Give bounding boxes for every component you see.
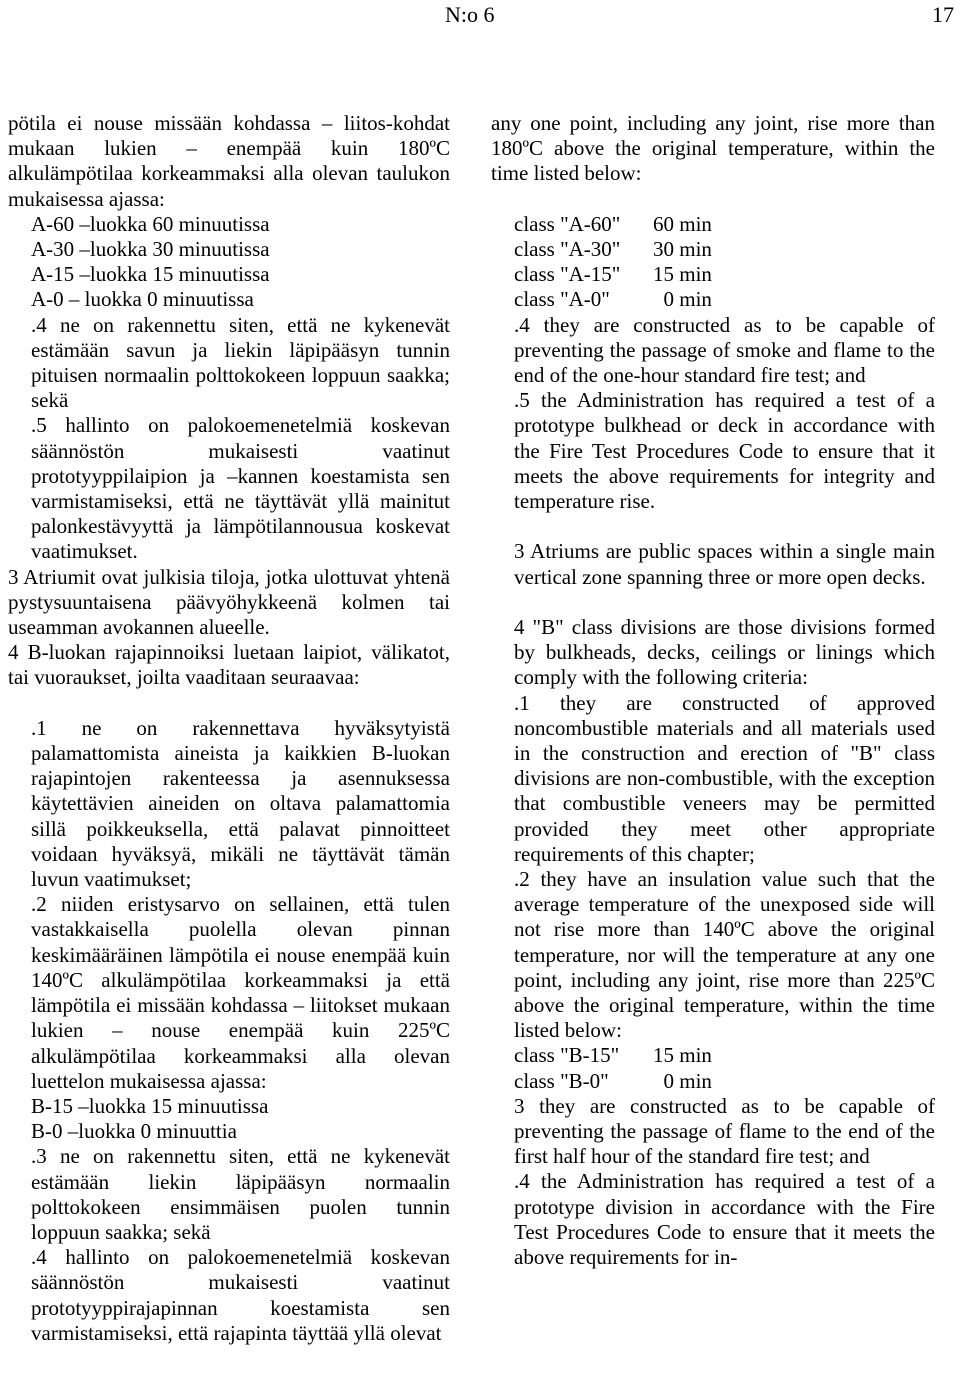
section-number: N:o 6 (445, 2, 495, 27)
class-a-60-line: A-60 –luokka 60 minuutissa (31, 211, 270, 236)
class-b-0-line (491, 1069, 935, 1094)
class-value: 30 min (653, 237, 712, 261)
class-label: class "A-30" (514, 237, 621, 261)
class-b-15-line (491, 1043, 935, 1068)
finnish-column (8, 111, 450, 1346)
paragraph-4: 4 B-luokan rajapinnoiksi luetaan laipiot, välikatot, tai vuoraukset, joilta vaaditaan seuraavaa: (8, 640, 450, 690)
paragraph-b3: 3 they are constructed as to be capable of preventing the passage of flame to the end of the first half hour of the standard fire test; and (514, 1093, 935, 1169)
class-a-15-line (491, 262, 935, 287)
paragraph-3: 3 Atriumit ovat julkisia tiloja, jotka ulottuvat yhtenä pystysuuntaisena päävyöhykkeenä kolmen tai useamman avokannen alueelle. (8, 564, 450, 640)
class-label: class "A-60" (514, 211, 621, 236)
spacer (491, 514, 935, 539)
spacer (8, 691, 450, 716)
class-a-0-line: A-0 – luokka 0 minuutissa (31, 287, 254, 312)
class-label: class "B-0" (514, 1068, 609, 1093)
class-a-0-line (491, 287, 935, 312)
paragraph-b2: .2 niiden eristysarvo on sellainen, että tulen vastakkaisella puolella olevan pinnan keskimääräinen lämpötila ei nouse enempää kuin 140ºC alkulämpötilaa korkeammaksi ja että lämpötila ei missään kohdassa – liitokset mukaan lukien – nouse enempää kuin 225ºC alkulämpötilaa korkeammaksi alla olevan luettelon mukaisessa ajassa: (31, 892, 450, 1093)
paragraph-b4: .4 hallinto on palokoemenetelmiä koskevan säännöstön mukaisesti vaatinut prototyyppirajapinnan koestamista sen varmistamiseksi, että rajapinta täyttää yllä olevat (31, 1245, 450, 1345)
paragraph-a5: .5 hallinto on palokoemenetelmiä koskevan säännöstön mukaisesti vaatinut prototyyppilaipion ja –kannen koestamista sen varmistamiseksi, että ne täyttävät yllä mainitut palonkestävyyttä ja lämpötilannousua koskevat vaatimukset. (31, 413, 450, 564)
class-value: 60 min (653, 211, 712, 236)
paragraph-a4: .4 they are constructed as to be capable of preventing the passage of smoke and flame to the end of the one-hour standard fire test; and (514, 312, 935, 388)
paragraph-a-intro: pötila ei nouse missään kohdassa – liitos-kohdat mukaan lukien – enempää kuin 180ºC alkulämpötilaa korkeammaksi alla olevan taulukon mukaisessa ajassa: (8, 111, 450, 211)
paragraph-b4: .4 the Administration has required a test of a prototype division in accordance with the Fire Test Procedures Code to ensure that it meets the above requirements for in- (514, 1169, 935, 1270)
paragraph-b2: .2 they have an insulation value such that the average temperature of the unexposed side will not rise more than 140ºC above the original temperature, nor will the temperature at any one point, including any joint, rise more than 225ºC above the original temperature, within the time listed below: (514, 867, 935, 1043)
class-value: 0 min (653, 287, 712, 312)
class-a-30-line (491, 237, 935, 262)
class-label: class "A-0" (514, 287, 610, 312)
class-label: class "B-15" (514, 1043, 620, 1068)
paragraph-b3: .3 ne on rakennettu siten, että ne kykenevät estämään liekin läpipääsyn normaalin polttokokeen ensimmäisen puolen tunnin loppuun saakka; sekä (31, 1144, 450, 1244)
class-a-15-line: A-15 –luokka 15 minuutissa (31, 262, 270, 287)
page-header (0, 0, 960, 40)
paragraph-3: 3 Atriums are public spaces within a single main vertical zone spanning three or more open decks. (514, 539, 935, 589)
class-label: class "A-15" (514, 262, 621, 287)
spacer (491, 590, 935, 615)
class-value: 0 min (653, 1068, 712, 1093)
class-value: 15 min (653, 1043, 712, 1068)
paragraph-a4: .4 ne on rakennettu siten, että ne kykenevät estämään savun ja liekin läpipääsyn tunnin pituisen normaalin polttokokeen loppuun saakka; sekä (31, 312, 450, 413)
page-number: 17 (932, 2, 954, 27)
spacer (491, 187, 935, 212)
paragraph-4: 4 "B" class divisions are those divisions formed by bulkheads, decks, ceilings or linings which comply with the following criteria: (514, 615, 935, 690)
paragraph-a-intro: any one point, including any joint, rise more than 180ºC above the original temperature, within the time listed below: (491, 111, 935, 186)
class-b-0-line: B-0 –luokka 0 minuuttia (31, 1119, 237, 1144)
class-b-15-line: B-15 –luokka 15 minuutissa (31, 1093, 269, 1118)
class-value: 15 min (653, 262, 712, 287)
english-column (491, 111, 935, 1270)
class-a-60-line (491, 212, 935, 237)
paragraph-a5: .5 the Administration has required a test of a prototype bulkhead or deck in accordance with the Fire Test Procedures Code to ensure that it meets the above requirements for integrity and temperature rise. (514, 388, 935, 514)
paragraph-b1: .1 they are constructed of approved noncombustible materials and all materials used in the construction and erection of "B" class divisions are non-combustible, with the exception that combustible veneers may be permitted provided they meet other appropriate requirements of this chapter; (514, 690, 935, 866)
paragraph-b1: .1 ne on rakennettava hyväksytyistä palamattomista aineista ja kaikkien B-luokan rajapintojen rakenteessa ja asennuksessa käytettävien aineiden on oltava palamattomia sillä poikkeuksella, että palavat pinnoitteet voidaan hyväksyä, mikäli ne täyttävät tämän luvun vaatimukset; (31, 715, 450, 892)
class-a-30-line: A-30 –luokka 30 minuutissa (31, 237, 270, 262)
